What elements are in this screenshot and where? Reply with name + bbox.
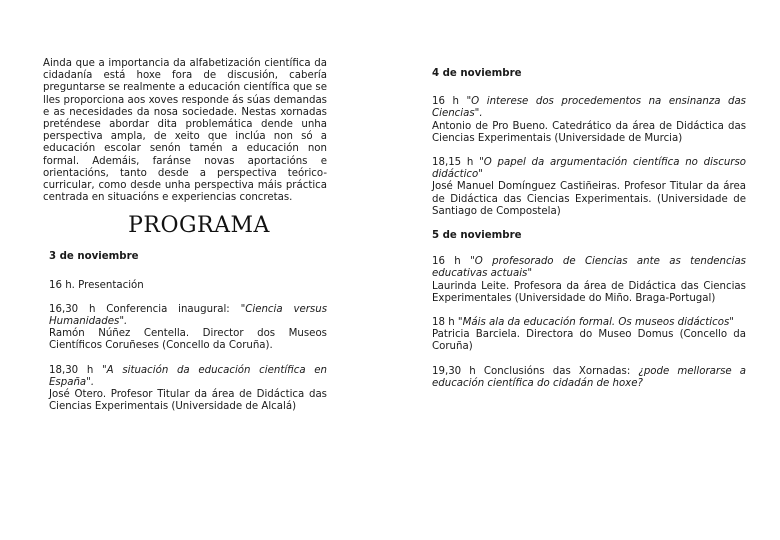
event-lead: 16,30 h Conferencia inaugural: [49, 303, 241, 315]
event-lead: 18,15 h [432, 157, 480, 169]
event-speaker: Patricia Barciela. Directora do Museo Domus (Concello da Coruña) [432, 329, 746, 353]
event-lead: 18 h [432, 317, 458, 329]
event-presentation [49, 280, 327, 292]
event-talk-title: "Ciencia versus Humanidades". [49, 303, 327, 328]
event-science-education-spain [49, 365, 327, 414]
event-lead: 16 h [432, 256, 471, 268]
event-museums [432, 317, 746, 354]
program-title: PROGRAMA [128, 213, 270, 239]
event-conclusions [432, 366, 746, 390]
event-lead: 19,30 h Conclusións das Xornadas: [432, 365, 639, 377]
event-talk-title: "O interese dos procedementos na ensinanza das Ciencias". [432, 96, 746, 120]
event-speaker: Antonio de Pro Bueno. Catedrático da área de Didáctica das Ciencias Experimentais (Universidade de Murcia) [432, 120, 746, 144]
event-speaker: Laurinda Leite. Profesora da área de Didáctica das Ciencias Experimentales (Universidade do Miño. Braga-Portugal) [432, 280, 746, 304]
event-talk-title: "O profesorado de Ciencias ante as tendencias educativas actuais" [432, 256, 746, 280]
left-column [43, 58, 327, 425]
event-talk-title: "A situación da educación científica en España". [49, 364, 327, 388]
event-speaker: Ramón Núñez Centella. Director dos Museos Científicos Coruñeses (Concello da Coruña). [49, 328, 327, 352]
event-talk-title: ¿pode mellorarse a educación científica do cidadán de hoxe? [432, 365, 746, 389]
event-argumentation [432, 157, 746, 218]
intro-paragraph: Ainda que a importancia da alfabetización científica da cidadanía está hoxe fora de discusión, cabería preguntarse se realmente a educación científica que se lles proporciona aos xoves responde ás súas demandas e as necesidades da nosa sociedade. Nestas xornadas preténdese abordar dita problemática dende unha perspectiva ampla, de xeito que inclúa non só a educación escolar senón tamén a educación non formal. Ademáis, faránse novas aportacións e orientacións, tanto desde a perspectiva teórico- curricular, como desde unha perspectiva máis práctica centrada en situacións e experiencias concretas. [43, 58, 327, 204]
event-inaugural-conference [49, 304, 327, 353]
event-lead: 18,30 h [49, 364, 102, 376]
event-speaker: José Otero. Profesor Titular da área de Didáctica das Ciencias Experimentais (Universidade de Alcalá) [49, 389, 327, 413]
day-heading-nov3: 3 de noviembre [49, 251, 139, 263]
day-heading-nov5: 5 de noviembre [432, 230, 522, 242]
event-talk-title: "O papel da argumentación científica no discurso didáctico" [432, 157, 747, 181]
event-lead: 16 h. Presentación [49, 279, 144, 291]
right-column [432, 68, 746, 402]
event-procedures [432, 96, 746, 145]
event-lead: 16 h [432, 96, 467, 108]
event-teachers-trends [432, 256, 746, 305]
event-speaker: José Manuel Domínguez Castiñeiras. Profesor Titular da área de Didáctica das Ciencias Experimentais. (Universidade de Santiago de Compostela) [432, 181, 746, 217]
day-heading-nov4: 4 de noviembre [432, 68, 522, 79]
event-talk-title: "Máis ala da educación formal. Os museos didácticos" [457, 317, 734, 329]
